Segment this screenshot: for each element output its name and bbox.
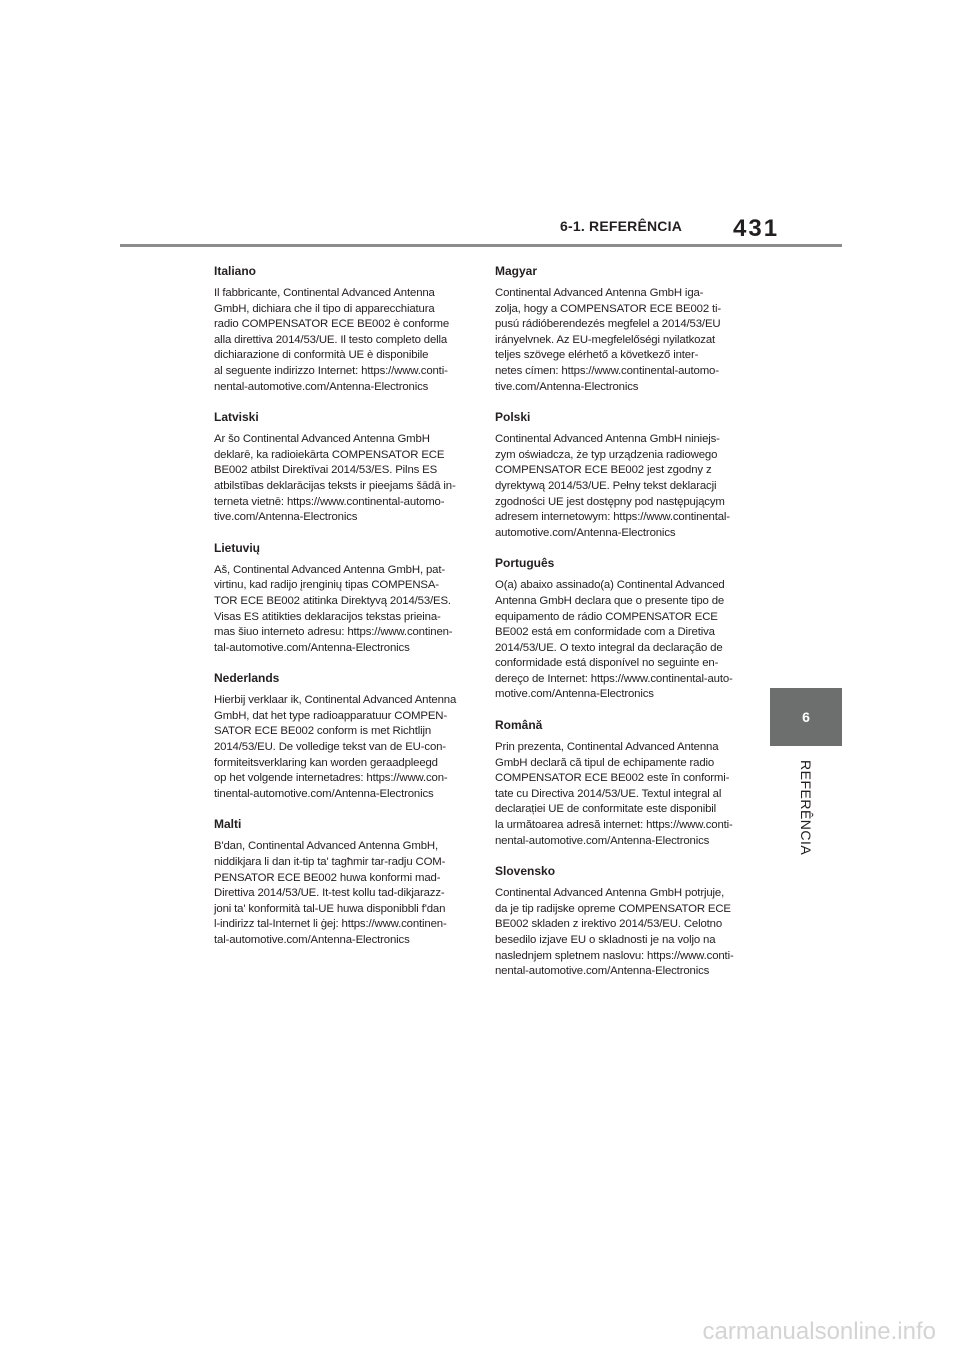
section-nederlands — [214, 671, 476, 802]
section-heading: Slovensko — [495, 864, 556, 879]
section-slovensko — [495, 864, 757, 980]
section-text: Continental Advanced Antenna GmbH iga- zolja, hogy a COMPENSATOR ECE BE002 ti- pusú rádióberendezés megfelel a 2014/53/EU irányelvnek. Az EU-megfelelőségi nyilatkozat teljes szövege elérhető a következő inter- netes címen: https://www.continental-automo- tive.com/Antenna-Electronics — [495, 287, 722, 393]
section-portugues — [495, 556, 757, 703]
section-heading: Lietuvių — [214, 540, 261, 555]
section-heading: Latviski — [214, 410, 259, 425]
section-heading: Polski — [495, 410, 531, 425]
section-text: Ar šo Continental Advanced Antenna GmbH deklarē, ka radioiekārta COMPENSATOR ECE BE002 atbilst Direktīvai 2014/53/ES. Pilns ES atbilstības deklarācijas teksts ir pieejams šādā in- terneta vietnē: https://www.continental-automo- tive.com/Antenna-Electronics — [214, 433, 456, 524]
section-text: B'dan, Continental Advanced Antenna GmbH, niddikjara li dan it-tip ta' tagħmir tar-radju COM- PENSATOR ECE BE002 huwa konformi mad- Direttiva 2014/53/UE. It-test kollu tad-dikjarazz- joni ta' konformità tal-UE huwa disponibbli f'dan l-indirizz tal-Internet li ġej: https://www.continen- tal-automotive.com/Antenna-Electronics — [214, 840, 447, 946]
section-lietuviu — [214, 541, 476, 657]
section-heading: Português — [495, 556, 555, 571]
watermark: carmanualsonline.info — [702, 1318, 936, 1345]
section-text: Hierbij verklaar ik, Continental Advanced Antenna GmbH, dat het type radioapparatuur COMPEN- SATOR ECE BE002 conform is met Richtlijn 2014/53/EU. De volledige tekst van de EU-con- formiteitsverklaring kan worden geraadpleegd op het volgende internetadres: https://www.con- tinental-automotive.com/Antenna-Electronics — [214, 694, 457, 800]
section-latviski — [214, 410, 476, 526]
section-romana — [495, 718, 757, 849]
section-text: Il fabbricante, Continental Advanced Antenna GmbH, dichiara che il tipo di apparecchiatura radio COMPENSATOR ECE BE002 è conforme alla direttiva 2014/53/UE. Il testo completo della dichiarazione di conformità UE è disponibile al seguente indirizzo Internet: https://www.conti- nental-automotive.com/Antenna-Electronics — [214, 287, 450, 393]
section-heading: Nederlands — [214, 671, 280, 686]
section-italiano — [214, 264, 476, 395]
page-number: 431 — [733, 215, 780, 242]
header-divider — [120, 244, 842, 247]
section-heading: Română — [495, 718, 543, 733]
section-text: O(a) abaixo assinado(a) Continental Advanced Antenna GmbH declara que o presente tipo de equipamento de rádio COMPENSATOR ECE BE002 está em conformidade com a Diretiva 2014/53/UE. O texto integral da declaração de conformidade está disponível no seguinte en- dereço de Internet: https://www.continental-auto- motive.com/Antenna-Electronics — [495, 579, 733, 701]
section-polski — [495, 410, 757, 541]
section-heading: Magyar — [495, 264, 538, 278]
chapter-tab: 6 — [770, 688, 842, 746]
section-heading: Malti — [214, 817, 242, 832]
section-text: Continental Advanced Antenna GmbH potrjuje, da je tip radijske opreme COMPENSATOR ECE BE002 skladen z irektivo 2014/53/EU. Celotno besedilo izjave EU o skladnosti je na voljo na naslednjem spletnem naslovu: https://www.conti- nental-automotive.com/Antenna-Electronics — [495, 887, 734, 978]
section-heading: Italiano — [214, 264, 257, 278]
section-text: Continental Advanced Antenna GmbH niniejs- zym oświadcza, że typ urządzenia radiowego COMPENSATOR ECE BE002 jest zgodny z dyrektywą 2014/53/UE. Pełny tekst deklaracji zgodności UE jest dostępny pod następującym adresem internetowym: https://www.continental- automotive.com/Antenna-Electronics — [495, 433, 730, 539]
section-text: Aš, Continental Advanced Antenna GmbH, pat- virtinu, kad radijo įrenginių tipas COMPENSA- TOR ECE BE002 atitinka Direktyvą 2014/53/ES. Visas ES atitikties deklaracijos tekstas prieina- mas šiuo interneto adresu: https://www.continen- tal-automotive.com/Antenna-Electronics — [214, 563, 453, 654]
left-column — [214, 264, 476, 964]
section-title: 6-1. REFERÊNCIA — [560, 218, 683, 234]
section-text: Prin prezenta, Continental Advanced Antenna GmbH declară că tipul de echipamente radio COMPENSATOR ECE BE002 este în conformi- tate cu Directiva 2014/53/UE. Textul integral al declarației UE de conformitate este disponibil la următoarea adresă internet: https://www.conti- nental-automotive.com/Antenna-Electronics — [495, 741, 733, 847]
section-magyar — [495, 264, 757, 395]
section-malti — [214, 817, 476, 948]
right-column — [495, 264, 757, 995]
chapter-label: REFERÊNCIA — [798, 760, 814, 856]
